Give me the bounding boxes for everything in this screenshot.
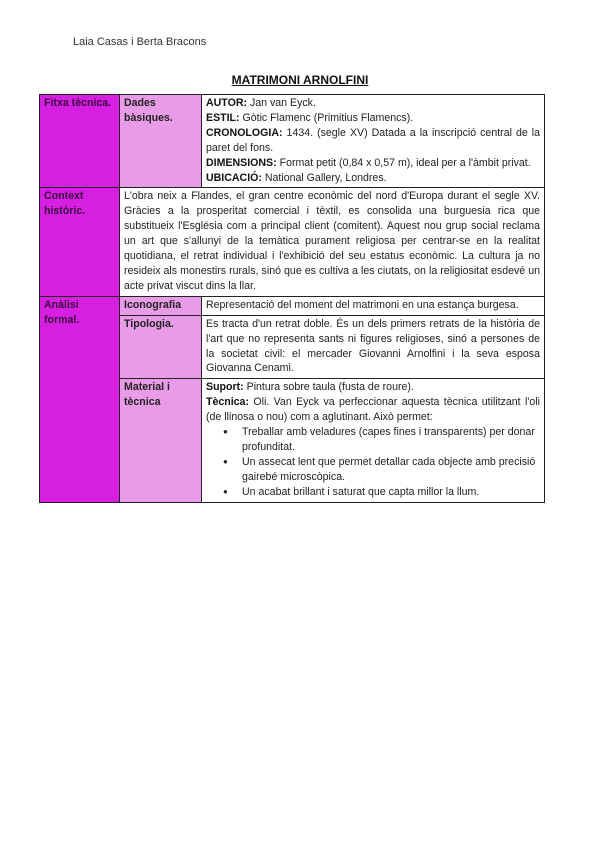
section-label-fitxa: Fitxa tècnica. — [40, 95, 120, 188]
artwork-sheet-table — [39, 94, 545, 503]
dimensions-value: Format petit (0,84 x 0,57 m), ideal per a l'àmbit privat. — [279, 156, 531, 169]
ubicacio-line — [206, 171, 540, 186]
list-item: ● Treballar amb veladures (capes fines i transparents) per donar profunditat. — [242, 425, 540, 455]
cronologia-label: CRONOLOGIA: — [206, 126, 283, 139]
fitxa-details — [202, 95, 545, 188]
fitxa-row — [40, 95, 545, 188]
document-authors: Laia Casas i Berta Bracons — [73, 36, 207, 48]
tecnica-bullet-list — [206, 425, 540, 500]
context-text: L'obra neix a Flandes, el gran centre econòmic del nord d'Europa durant el segle XV. Gràcies a la prosperitat comercial i tèxtil, es consolida una burguesia rica que substitueix l'Església com a principal client (comitent). Aquest nou grup social reclama un art que s'allunyi de la temàtica purament religiosa per centrar-se en la realitat quotidiana, el retrat individual i l'exhibició del seu estatus econòmic. La cultura ja no resideix als monestirs rurals, sinó que es cultiva a les ciutats, on la religiositat esdevé un acte privat viscut dins la llar. — [120, 188, 545, 296]
material-details — [202, 379, 545, 502]
sub-label-tipologia: Tipologia. — [120, 315, 202, 379]
document-title: MATRIMONI ARNOLFINI — [231, 73, 369, 87]
suport-label: Suport: — [206, 381, 244, 394]
suport-line — [206, 380, 540, 395]
sub-label-iconografia: Iconografia — [120, 296, 202, 315]
tipologia-text: Es tracta d'un retrat doble. És un dels primers retrats de la història de l'art que no representa sants ni figures religioses, sinó a persones de la societat civil: el mercader Giovanni Arnolfini i la seva esposa Giovanna Cenami. — [202, 315, 545, 379]
context-row — [40, 188, 545, 296]
autor-value: Jan van Eyck. — [249, 97, 316, 109]
sub-label-material: Material i tècnica — [120, 379, 202, 502]
estil-line — [206, 111, 540, 126]
dimensions-line — [206, 156, 540, 171]
tecnica-label: Tècnica: — [206, 396, 249, 409]
tecnica-value: Oli. Van Eyck va perfeccionar aquesta tècnica utilitzant l'oli (de llinosa o nou) com a aglutinant. Això permet: — [206, 396, 540, 424]
iconografia-text: Representació del moment del matrimoni en una estança burgesa. — [202, 296, 545, 315]
ubicacio-value: National Gallery, Londres. — [264, 171, 387, 184]
section-label-analisi: Anàlisi formal. — [40, 296, 120, 502]
section-label-context: Context històric. — [40, 188, 120, 296]
list-item: ● Un assecat lent que permet detallar cada objecte amb precisió gairebé microscòpica. — [242, 455, 540, 485]
estil-label: ESTIL: — [206, 111, 240, 124]
estil-value: Gòtic Flamenc (Primitius Flamencs). — [242, 111, 414, 124]
dimensions-label: DIMENSIONS: — [206, 156, 277, 169]
sub-label-dades: Dades bàsiques. — [120, 95, 202, 188]
iconografia-row — [40, 296, 545, 315]
ubicacio-label: UBICACIÓ: — [206, 171, 262, 184]
list-item: ● Un acabat brillant i saturat que capta millor la llum. — [242, 485, 540, 500]
autor-line — [206, 96, 540, 111]
autor-label: AUTOR: — [206, 97, 247, 109]
cronologia-line — [206, 126, 540, 156]
tecnica-line — [206, 395, 540, 425]
cronologia-value: 1434. (segle XV) Datada a la inscripció central de la paret del fons. — [206, 126, 540, 154]
suport-value: Pintura sobre taula (fusta de roure). — [246, 381, 414, 394]
